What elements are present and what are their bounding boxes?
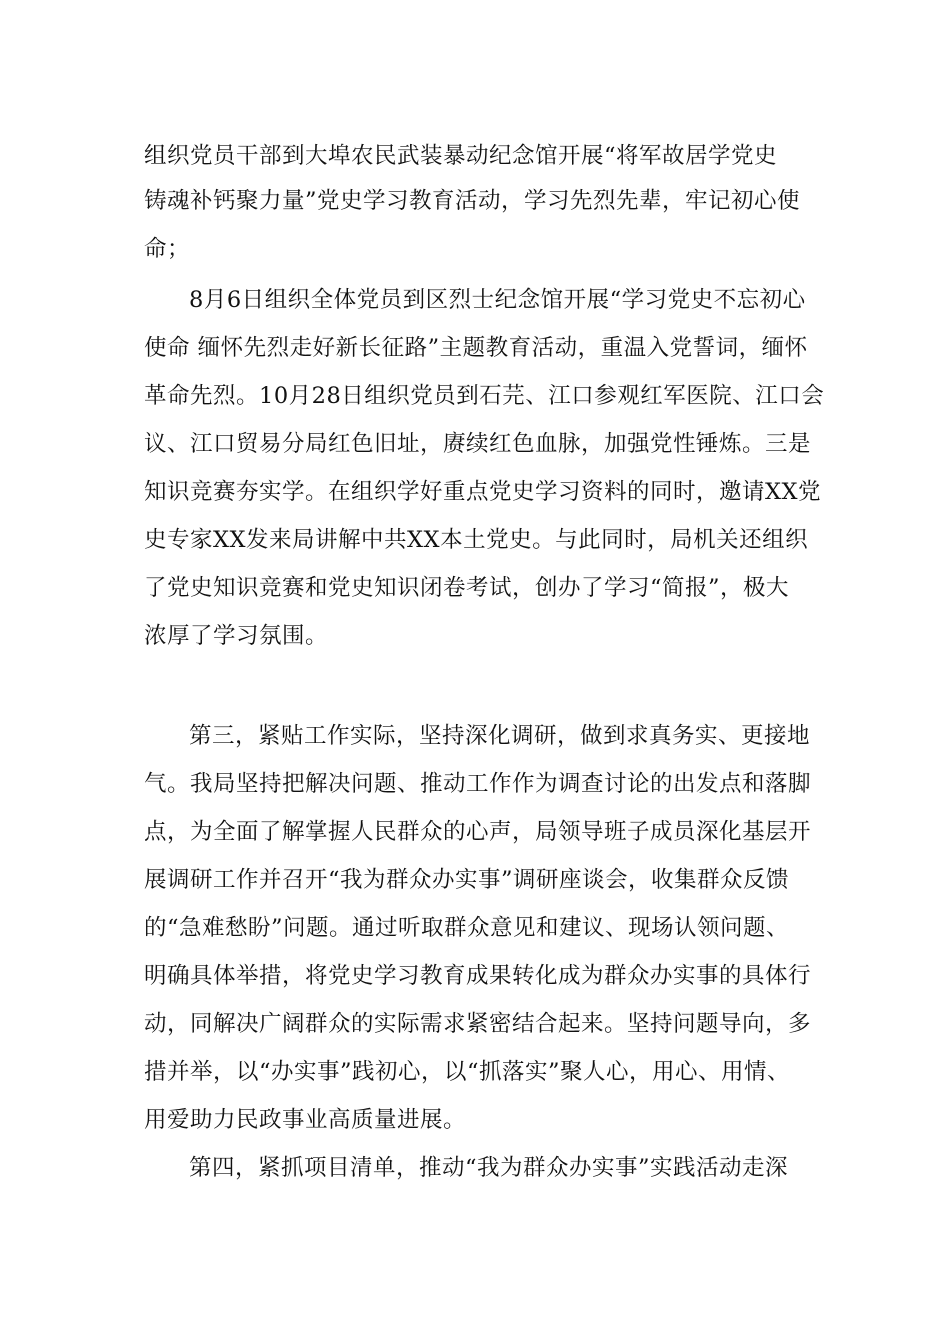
text-line: 史专家XX发来局讲解中共XX本土党史。与此同时，局机关还组织: [144, 527, 809, 553]
text-line: 了党史知识竞赛和党史知识闭卷考试，创办了学习“简报”，极大: [144, 575, 790, 601]
paragraph-first-line: 8月6日组织全体党员到区烈士纪念馆开展“学习党史不忘初心: [189, 287, 806, 313]
text-line: 展调研工作并召开“我为群众办实事”调研座谈会，收集群众反馈: [144, 867, 790, 893]
text-line: 铸魂补钙聚力量”党史学习教育活动，学习先烈先辈，牢记初心使: [144, 188, 801, 214]
text-line: 组织党员干部到大埠农民武装暴动纪念馆开展“将军故居学党史: [144, 143, 778, 169]
text-line: 浓厚了学习氛围。: [144, 623, 329, 649]
text-line: 的“急难愁盼”问题。通过听取群众意见和建议、现场认领问题、: [144, 915, 790, 941]
text-line: 革命先烈。10月28日组织党员到石芫、江口参观红军医院、江口会: [144, 383, 825, 409]
text-line: 措并举，以“办实事”践初心，以“抓落实”聚人心，用心、用情、: [144, 1059, 791, 1085]
text-line: 用爱助力民政事业高质量进展。: [144, 1107, 467, 1133]
text-line: 议、江口贸易分局红色旧址，赓续红色血脉，加强党性锤炼。三是: [144, 431, 812, 457]
paragraph-first-line: 第三，紧贴工作实际，坚持深化调研，做到求真务实、更接地: [189, 723, 811, 749]
text-line: 命；: [144, 236, 191, 262]
text-line: 知识竞赛夯实学。在组织学好重点党史学习资料的同时，邀请XX党: [144, 479, 822, 505]
text-line: 明确具体举措，将党史学习教育成果转化成为群众办实事的具体行: [144, 963, 812, 989]
text-line: 使命 缅怀先烈走好新长征路”主题教育活动，重温入党誓词，缅怀: [144, 335, 808, 361]
text-line: 动，同解决广阔群众的实际需求紧密结合起来。坚持问题导向，多: [144, 1011, 812, 1037]
text-line: 气。我局坚持把解决问题、推动工作作为调查讨论的出发点和落脚: [144, 771, 812, 797]
paragraph-first-line: 第四，紧抓项目清单，推动“我为群众办实事”实践活动走深: [189, 1155, 789, 1181]
text-line: 点，为全面了解掌握人民群众的心声，局领导班子成员深化基层开: [144, 819, 812, 845]
